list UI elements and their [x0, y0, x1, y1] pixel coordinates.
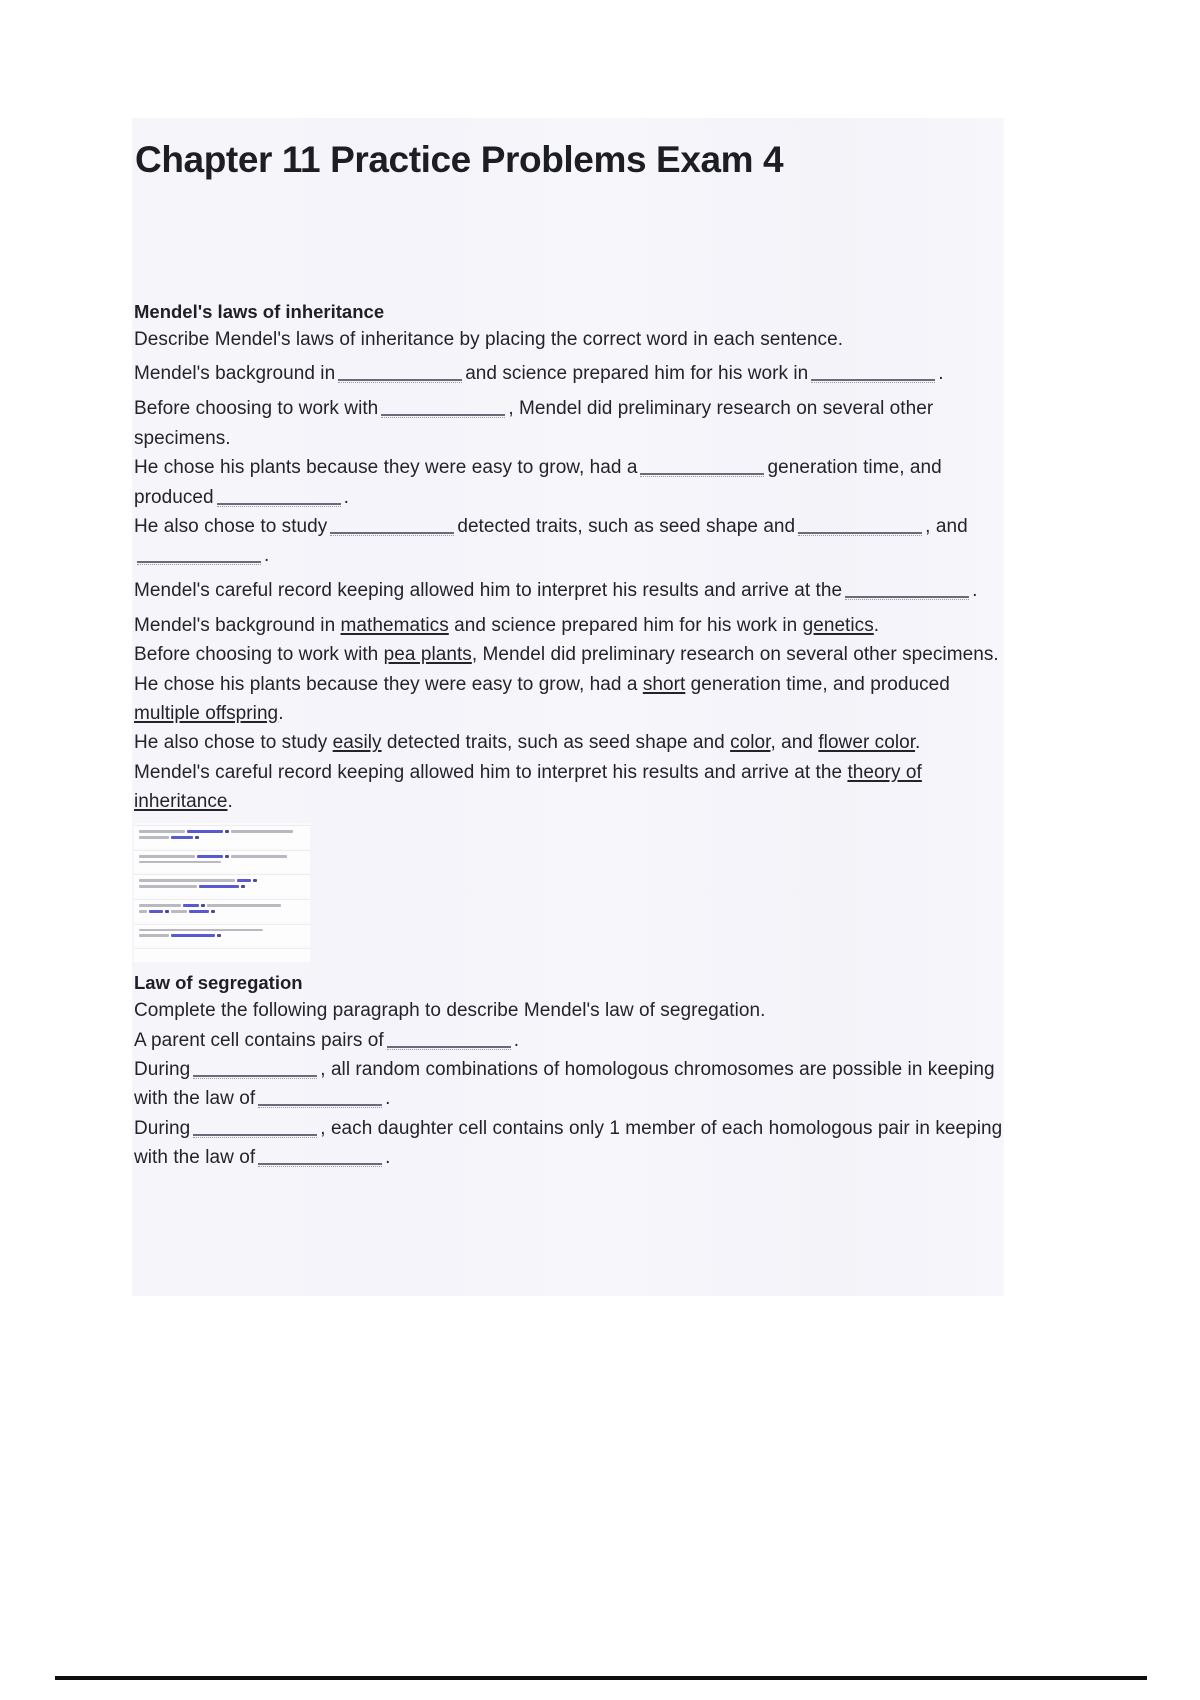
- blank-field-10[interactable]: [387, 1032, 511, 1048]
- blank-field-8[interactable]: [137, 548, 261, 564]
- answer-4-fill-1: easily: [332, 732, 382, 754]
- question-1: [132, 354, 1004, 394]
- blank-field-7[interactable]: [798, 518, 922, 534]
- thumbnail-answer-box: [134, 850, 310, 871]
- question-5-part-b: .: [972, 579, 978, 601]
- thumbnail-answer-box-empty: [134, 948, 310, 962]
- segregation-question-2-part-c: .: [385, 1088, 391, 1110]
- thumbnail-answer-box: [134, 825, 310, 847]
- instruction-mendels-laws: Describe Mendel's laws of inheritance by placing the correct word in each sentence.: [134, 328, 844, 350]
- thumbnail-text-row: [139, 910, 305, 913]
- segregation-question-3-part-c: .: [385, 1147, 391, 1169]
- section-mendels-laws: [132, 299, 1004, 962]
- answer-1-pre: Mendel's background in: [134, 614, 336, 636]
- title-spacer: [132, 181, 1004, 299]
- answer-4-end: .: [915, 732, 921, 754]
- question-4-part-d: .: [264, 545, 270, 567]
- segregation-question-1-part-a: A parent cell contains pairs of: [134, 1029, 384, 1051]
- question-4: [132, 512, 1004, 571]
- question-3-part-c: .: [343, 486, 349, 508]
- blank-field-2[interactable]: [811, 366, 935, 382]
- document-body: [132, 118, 1004, 1173]
- thumbnail-answer-box: [134, 899, 310, 921]
- question-5-part-a: Mendel's careful record keeping allowed him to interpret his results and arrive at the: [134, 579, 843, 601]
- answer-4-fill-3: flower color: [818, 732, 916, 754]
- question-4-part-a: He also chose to study: [134, 515, 328, 537]
- answer-5-pre: Mendel's careful record keeping allowed him to interpret his results and arrive at the: [134, 761, 843, 783]
- thumbnail-text-row: [139, 879, 305, 882]
- blank-field-12[interactable]: [258, 1091, 382, 1107]
- answer-2-fill-1: pea plants: [383, 644, 472, 666]
- segregation-question-1-part-b: .: [513, 1029, 520, 1051]
- blank-field-11[interactable]: [193, 1061, 317, 1077]
- question-4-part-b: detected traits, such as seed shape and: [457, 515, 796, 537]
- answer-1-mid: and science prepared him for his work in: [454, 614, 798, 636]
- section-law-of-segregation: [132, 970, 1004, 1173]
- question-3: [132, 453, 1004, 512]
- blank-field-14[interactable]: [258, 1150, 382, 1166]
- answer-3-fill-1: short: [642, 673, 686, 695]
- question-4-part-c: , and: [925, 515, 968, 537]
- blank-field-1[interactable]: [338, 366, 462, 382]
- answer-5-end: .: [227, 791, 233, 813]
- segregation-question-3-part-b: , each daughter cell contains only 1 member of each homologous pair in keeping with the law of: [134, 1117, 1003, 1169]
- thumbnail-text-row: [139, 836, 305, 839]
- answer-5-fill-1: theory of inheritance: [134, 761, 922, 813]
- answer-4-mid-2: , and: [770, 732, 813, 754]
- question-2-part-b: , Mendel did preliminary research on several other specimens.: [134, 398, 934, 449]
- answer-4-pre: He also chose to study: [134, 732, 328, 754]
- page-bottom-rule: [55, 1676, 1147, 1680]
- thumbnail-answer-box: [134, 874, 310, 896]
- blank-field-13[interactable]: [193, 1120, 317, 1136]
- answer-2-pre: Before choosing to work with: [134, 644, 379, 666]
- answer-3-mid: generation time, and produced: [690, 673, 950, 695]
- answer-2: [132, 640, 1004, 669]
- section-heading-law-of-segregation: Law of segregation: [134, 971, 303, 993]
- instruction-law-of-segregation: Complete the following paragraph to describe Mendel's law of segregation.: [134, 1000, 766, 1022]
- question-1-part-b: and science prepared him for his work in: [465, 363, 809, 385]
- question-1-part-c: .: [938, 363, 944, 385]
- answer-3-end: .: [278, 703, 284, 725]
- answer-1: [132, 611, 1004, 640]
- blank-field-6[interactable]: [330, 518, 454, 534]
- segregation-question-2: [132, 1055, 1004, 1114]
- thumbnail-text-row: [139, 904, 305, 907]
- question-3-part-b: generation time, and produced: [134, 457, 942, 508]
- question-2-part-a: Before choosing to work with: [134, 398, 379, 420]
- answer-1-fill-1: mathematics: [340, 614, 449, 636]
- segregation-question-2-part-a: During: [134, 1058, 191, 1080]
- thumbnail-text-row: [139, 830, 305, 833]
- segregation-question-3-part-a: During: [134, 1117, 191, 1139]
- blank-field-9[interactable]: [845, 582, 969, 598]
- answer-1-end: .: [873, 614, 880, 636]
- answer-4-fill-2: color: [730, 732, 771, 754]
- blank-field-4[interactable]: [640, 460, 764, 476]
- thumbnail-text-row: [139, 885, 305, 888]
- thumbnail-answer-box: [134, 924, 310, 945]
- segregation-question-3: [132, 1114, 1004, 1173]
- question-1-part-a: Mendel's background in: [134, 363, 336, 385]
- answer-3: [132, 670, 1004, 729]
- answer-5: [132, 758, 1004, 817]
- question-3-part-a: He chose his plants because they were easy to grow, had a: [134, 457, 638, 479]
- answer-4-mid: detected traits, such as seed shape and: [386, 732, 725, 754]
- question-2: [132, 394, 1004, 453]
- page-title: Chapter 11 Practice Problems Exam 4: [135, 139, 784, 180]
- answer-3-fill-2: multiple offspring: [134, 703, 279, 725]
- blank-field-5[interactable]: [217, 489, 341, 505]
- answer-3-pre: He chose his plants because they were easy to grow, had a: [134, 673, 638, 695]
- section-heading-mendels-laws: Mendel's laws of inheritance: [134, 300, 385, 322]
- answer-4: [132, 728, 1004, 757]
- thumbnail-text-row: [139, 861, 305, 864]
- segregation-question-2-part-b: , all random combinations of homologous chromosomes are possible in keeping with the law of: [134, 1058, 995, 1110]
- segregation-question-1: [132, 1026, 1004, 1055]
- thumbnail-text-row: [139, 855, 305, 858]
- answer-1-fill-2: genetics: [802, 614, 874, 636]
- question-5: [132, 571, 1004, 611]
- thumbnail-text-row: [139, 934, 305, 937]
- answer-2-end: , Mendel did preliminary research on several other specimens.: [471, 644, 999, 666]
- thumbnail-text-row: [139, 929, 305, 932]
- answer-key-screenshot-thumbnail[interactable]: [134, 823, 310, 962]
- blank-field-3[interactable]: [381, 401, 505, 417]
